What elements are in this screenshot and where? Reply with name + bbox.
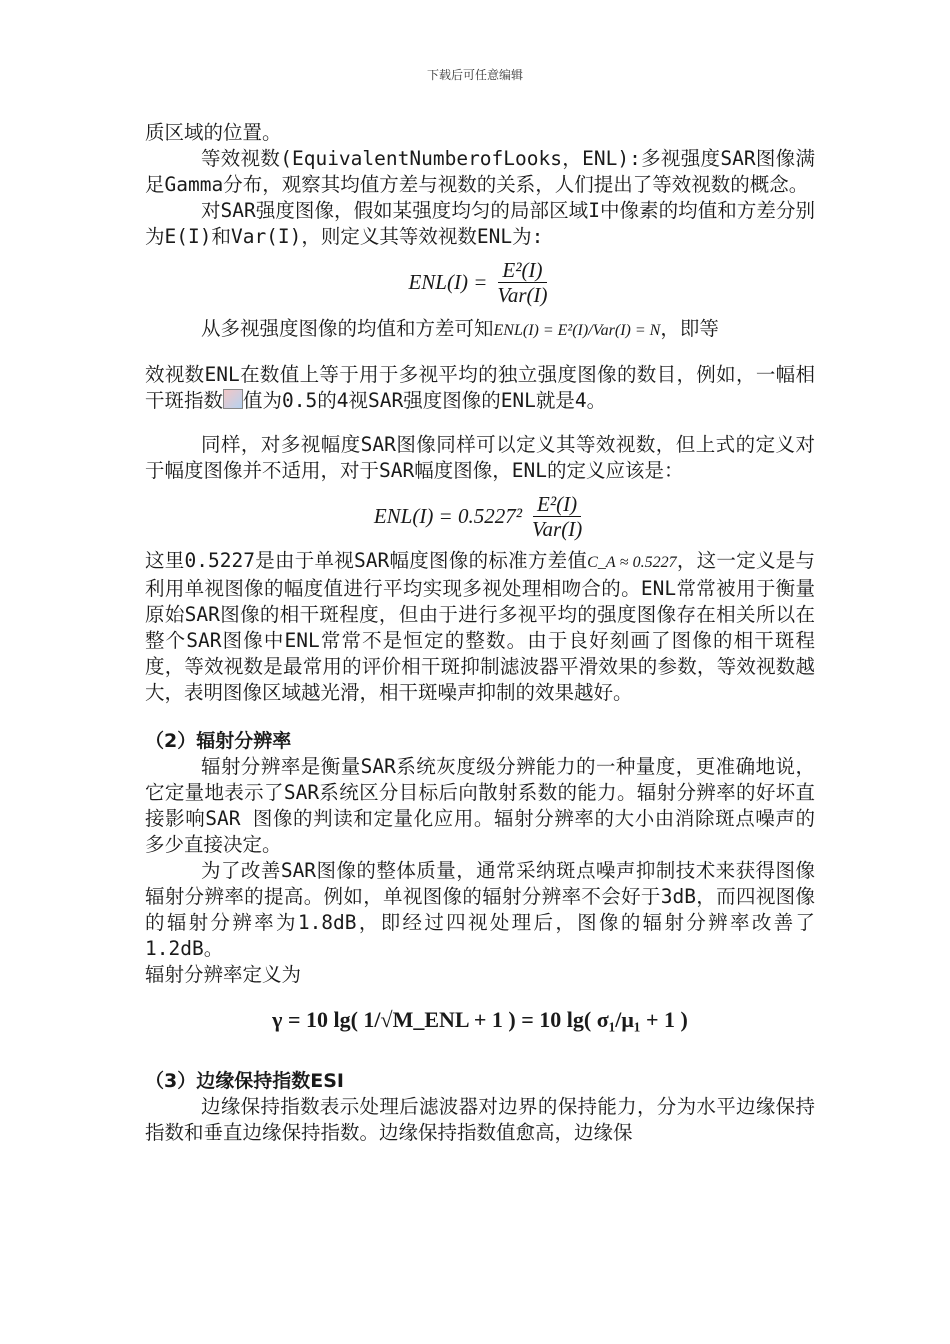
equation-enl-amplitude — [145, 488, 815, 544]
equation-lhs: ENL(I) = — [408, 269, 488, 294]
equation-radiometric-resolution — [145, 992, 815, 1048]
equation-lhs: ENL(I) = 0.5227² — [373, 503, 523, 528]
text-span: 从多视强度图像的均值和方差可知 — [201, 317, 494, 340]
page-header: 下载后可任意编辑 — [426, 68, 523, 82]
equation-text: γ = 10 lg( 1/√M_ENL + 1 ) = 10 lg( σ₁/μ₁ + 1 ) — [272, 1007, 688, 1032]
paragraph: 同样，对多视幅度SAR图像同样可以定义其等效视数，但上式的定义对于幅度图像并不适用，对于SAR幅度图像，ENL的定义应该是： — [145, 433, 815, 482]
equation-fraction — [493, 258, 551, 307]
equation-enl — [145, 254, 815, 310]
inline-equation: C_A ≈ 0.5227 — [587, 554, 677, 571]
paragraph — [145, 548, 815, 706]
broken-image-icon — [223, 389, 243, 409]
paragraph: 辐射分辨率是衡量SAR系统灰度级分辨能力的一种量度，更准确地说，它定量地表示了SAR系统区分目标后向散射系数的能力。辐射分辨率的好坏直接影响SAR 图像的判读和定量化应用。辐射分辨率的大小由消除斑点噪声的多少直接决定。 — [145, 755, 815, 856]
paragraph: 质区域的位置。 — [145, 121, 282, 144]
text-span: 这里0.5227是由于单视SAR幅度图像的标准方差值 — [145, 549, 588, 572]
text-span: ，这一定义是与利用单视图像的幅度值进行平均实现多视处理相吻合的。ENL常常被用于衡量原始SAR图像的相干斑程度，但由于进行多视平均的强度图像存在相关所以在整个SAR图像中ENL常常不是恒定的整数。由于良好刻画了图像的相干斑程度，等效视数是最常用的评价相干斑抑制滤波器平滑效果的参数，等效视数越大，表明图像区域越光滑，相干斑噪声抑制的效果越好。 — [145, 549, 815, 704]
text-span: 值为0.5的4视SAR强度图像的ENL就是4。 — [243, 389, 607, 412]
equation-fraction — [528, 492, 586, 541]
text-span: ，即等 — [660, 317, 719, 340]
paragraph: 等效视数(EquivalentNumberofLooks，ENL):多视强度SAR图像满足Gamma分布，观察其均值方差与视数的关系，人们提出了等效视数的概念。 — [145, 147, 815, 196]
paragraph: 边缘保持指数表示处理后滤波器对边界的保持能力，分为水平边缘保持指数和垂直边缘保持指数。边缘保持指数值愈高，边缘保 — [145, 1095, 815, 1144]
paragraph: 为了改善SAR图像的整体质量，通常采纳斑点噪声抑制技术来获得图像辐射分辨率的提高。例如，单视图像的辐射分辨率不会好于3dB，而四视图像的辐射分辨率为1.8dB，即经过四视处理后，图像的辐射分辨率改善了1.2dB。 — [145, 859, 815, 960]
equation-denominator: Var(I) — [497, 282, 548, 307]
section-heading: （2）辐射分辨率 — [145, 730, 292, 752]
paragraph: 辐射分辨率定义为 — [145, 963, 302, 986]
paragraph: 对SAR强度图像，假如某强度均匀的局部区域I中像素的均值和方差分别为E(I)和Var(I)，则定义其等效视数ENL为: — [145, 199, 815, 248]
equation-numerator: E²(I) — [498, 258, 546, 283]
equation-denominator: Var(I) — [532, 516, 583, 541]
text-span: 效视数ENL在数值上等于用于多视平均的独立强度图像的数目，例如，一幅相干斑指数 — [145, 363, 815, 412]
paragraph — [145, 316, 815, 344]
section-heading: （3）边缘保持指数ESI — [145, 1070, 344, 1092]
paragraph — [145, 362, 815, 414]
inline-equation: ENL(I) = E²(I)/Var(I) = N — [493, 322, 661, 339]
equation-numerator: E²(I) — [533, 492, 581, 517]
document-body — [145, 120, 815, 1146]
